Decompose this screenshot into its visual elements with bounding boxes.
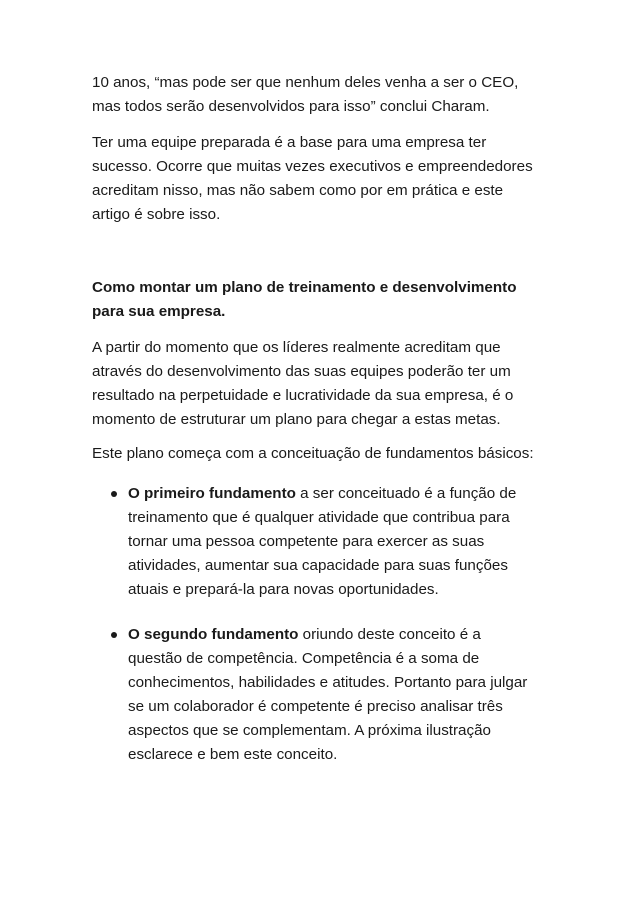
heading-line: para sua empresa.: [92, 303, 226, 320]
heading-line: Como montar um plano de treinamento e desenvolvimento: [92, 279, 517, 296]
text-line: acreditam nisso, mas não sabem como por em prática e este: [92, 182, 504, 199]
paragraph-team-preparation: [92, 131, 562, 227]
text-line: artigo é sobre isso.: [92, 206, 221, 223]
bullet-first-line: [128, 623, 572, 647]
text-line: atuais e prepará-la para novas oportunidades.: [128, 581, 439, 598]
text-line: atividades, aumentar sua capacidade para suas funções: [128, 557, 508, 574]
text-line: sucesso. Ocorre que muitas vezes executivos e empreendedores: [92, 158, 533, 175]
text-line: treinamento que é qualquer atividade que contribua para: [128, 509, 510, 526]
bullet-first-line: [128, 482, 572, 506]
text-line: questão de competência. Competência é a soma de: [128, 650, 480, 667]
bullet-icon: [111, 632, 117, 638]
bullet-bold-label: O segundo fundamento: [128, 626, 299, 643]
text-line: resultado na perpetuidade e lucratividade da sua empresa, é o: [92, 387, 514, 404]
bullet-item-first-fundamento: [92, 482, 572, 602]
text-line: mas todos serão desenvolvidos para isso” conclui Charam.: [92, 98, 490, 115]
text-line: Este plano começa com a conceituação de fundamentos básicos:: [92, 445, 534, 462]
text-line: esclarece e bem este conceito.: [128, 746, 338, 763]
bullet-first-rest: oriundo deste conceito é a: [298, 626, 481, 643]
section-heading: [92, 276, 562, 324]
bullet-item-second-fundamento: [92, 623, 572, 767]
paragraph-intro-quote: [92, 71, 562, 119]
text-line: se um colaborador é competente é preciso analisar três: [128, 698, 503, 715]
bullet-list-second: [92, 623, 572, 767]
text-line: conhecimentos, habilidades e atitudes. Portanto para julgar: [128, 674, 528, 691]
bullet-bold-label: O primeiro fundamento: [128, 485, 296, 502]
text-line: tornar uma pessoa competente para exercer as suas: [128, 533, 485, 550]
bullet-list-first: [92, 482, 572, 602]
text-line: aspectos que se complementam. A próxima ilustração: [128, 722, 491, 739]
bullet-icon: [111, 491, 117, 497]
text-line: 10 anos, “mas pode ser que nenhum deles venha a ser o CEO,: [92, 74, 519, 91]
bullet-first-rest: a ser conceituado é a função de: [295, 485, 517, 502]
text-line: Ter uma equipe preparada é a base para uma empresa ter: [92, 134, 487, 151]
paragraph-plan-intro: [92, 442, 562, 466]
text-line: momento de estruturar um plano para chegar a estas metas.: [92, 411, 501, 428]
text-line: através do desenvolvimento das suas equipes poderão ter um: [92, 363, 511, 380]
text-line: A partir do momento que os líderes realmente acreditam que: [92, 339, 501, 356]
paragraph-leaders-belief: [92, 336, 562, 432]
